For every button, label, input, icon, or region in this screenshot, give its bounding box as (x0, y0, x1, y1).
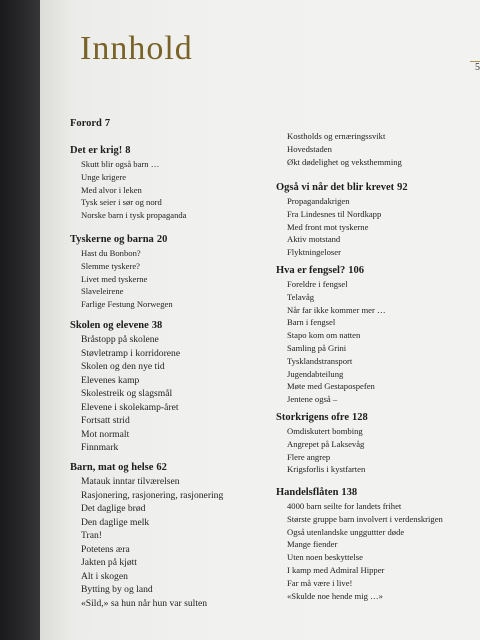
toc-item: Det daglige brød (81, 503, 146, 514)
toc-item: Hovedstaden (287, 143, 332, 154)
toc-item: Livet med tyskerne (81, 273, 148, 284)
toc-item-list (70, 158, 186, 222)
section-page: 138 (341, 487, 358, 498)
toc-section-heading (276, 487, 443, 498)
toc-item: Skolestreik og slagsmål (81, 388, 173, 399)
toc-item: Skolen og den nye tid (81, 361, 165, 372)
toc-item: Slemme tyskere? (81, 260, 140, 271)
toc-item: Med front mot tyskerne (287, 221, 369, 232)
toc-item: Farlige Festung Norwegen (81, 299, 173, 310)
toc-item: Alt i skogen (81, 570, 128, 582)
section-page: 62 (156, 462, 167, 473)
toc-section (70, 145, 186, 222)
toc-item: Unge krigere (81, 171, 127, 182)
toc-item: Slaveleirene (81, 286, 124, 297)
toc-section (276, 265, 386, 406)
toc-item: Jentene også – (287, 394, 338, 405)
toc-item: Telavåg (287, 291, 315, 302)
toc-section (70, 234, 173, 311)
toc-section-heading (276, 182, 408, 193)
toc-item: Møte med Gestapospefen (287, 381, 375, 392)
toc-item: Største gruppe barn involvert i verdenskrigen (287, 513, 443, 524)
section-title: Handelsflåten (276, 487, 339, 498)
section-title: Skolen og elevene (70, 320, 149, 331)
toc-item: Foreldre i fengsel (287, 279, 348, 289)
toc-item: Økt dødelighet og veksthemming (287, 156, 402, 167)
toc-item: Stapo kom om natten (287, 330, 361, 341)
section-title: Hva er fengsel? (276, 265, 346, 276)
section-title: Det er krig! (70, 145, 123, 156)
toc-section-heading (70, 462, 223, 473)
toc-section-heading (70, 234, 173, 245)
section-page: 92 (397, 182, 408, 193)
section-title: Forord (70, 118, 102, 129)
toc-item: Fra Lindesnes til Nordkapp (287, 208, 382, 219)
toc-item-list (276, 130, 402, 168)
toc-section (70, 462, 223, 610)
toc-item: Barn i fengsel (287, 317, 336, 328)
toc-section-heading (70, 118, 110, 129)
toc-section-continued (276, 130, 402, 168)
toc-item: Jugendabteilung (287, 368, 344, 379)
section-page: 8 (125, 145, 131, 156)
toc-item-list (276, 278, 386, 406)
toc-item: Finnmark (81, 442, 119, 453)
toc-item-list (70, 247, 173, 311)
toc-section-heading (70, 145, 186, 156)
toc-item: I kamp med Admiral Hipper (287, 564, 385, 575)
toc-item: Når far ikke kommer mer … (287, 304, 386, 315)
toc-section (276, 487, 443, 602)
toc-item: Angrepet på Laksevåg (287, 438, 365, 449)
section-title: Barn, mat og helse (70, 462, 154, 473)
toc-item: Omdiskutert bombing (287, 426, 363, 436)
toc-item: Jakten på kjøtt (81, 557, 137, 568)
book-spine (0, 0, 44, 640)
toc-item-list (70, 333, 180, 455)
toc-item: Tran! (81, 530, 102, 541)
toc-item: Med alvor i leken (81, 184, 142, 195)
toc-item-list (70, 475, 223, 610)
toc-item: «Sild,» sa hun når hun var sulten (81, 597, 208, 609)
toc-item: Støvletramp i korridorene (81, 347, 181, 359)
toc-item-list (276, 425, 368, 476)
toc-item: Flere angrep (287, 451, 331, 462)
toc-item: Tysk seier i sør og nord (81, 197, 162, 208)
edge-page-number: 5 (475, 62, 480, 73)
toc-section (276, 182, 408, 259)
toc-item: Uten noen beskyttelse (287, 552, 363, 563)
toc-item: Hast du Bonbon? (81, 248, 141, 258)
section-page: 128 (352, 412, 368, 423)
toc-item: Flyktningeloser (287, 247, 341, 258)
toc-item: Kostholds og ernæringssvikt (287, 131, 386, 141)
toc-item: Far må være i live! (287, 577, 353, 588)
toc-item: Elevene i skolekamp-året (81, 401, 179, 413)
toc-item: Bråstopp på skolene (81, 334, 159, 345)
toc-section-heading (70, 320, 180, 331)
toc-item: Krigsforlis i kystfarten (287, 464, 366, 475)
toc-item: 4000 barn seilte for landets frihet (287, 501, 402, 511)
toc-item: Rasjonering, rasjonering, rasjonering (81, 489, 224, 501)
toc-item: «Skulde noe hende mig …» (287, 590, 383, 601)
toc-section (70, 320, 180, 455)
toc-item: Fortsatt strid (81, 415, 130, 426)
toc-section-heading (276, 265, 386, 276)
section-title: Også vi når det blir krevet (276, 182, 395, 193)
toc-item: Skutt blir også barn … (81, 159, 160, 169)
toc-item: Potetens æra (81, 543, 130, 555)
section-page: 106 (348, 265, 364, 276)
toc-item: Den daglige melk (81, 516, 150, 528)
toc-item: Norske barn i tysk propaganda (81, 210, 187, 221)
section-title: Storkrigens ofre (276, 412, 350, 423)
toc-item-list (276, 195, 408, 259)
toc-section-heading (276, 412, 368, 423)
toc-item: Propagandakrigen (287, 196, 350, 206)
toc-item: Aktiv motstand (287, 234, 341, 245)
toc-item: Matauk inntar tilværelsen (81, 476, 180, 487)
section-page: 20 (156, 234, 168, 245)
toc-item: Mange fiender (287, 539, 338, 550)
toc-item: Samling på Grini (287, 342, 347, 353)
section-title: Tyskerne og barna (70, 234, 154, 245)
page-title: Innhold (80, 30, 193, 67)
toc-item: Bytting by og land (81, 584, 153, 595)
section-page: 7 (104, 118, 111, 129)
book-page (40, 0, 480, 640)
toc-section (276, 412, 368, 476)
toc-item: Elevenes kamp (81, 374, 140, 386)
toc-section (70, 118, 110, 129)
toc-item-list (276, 500, 443, 602)
toc-item: Også utenlandske ungguttter døde (287, 526, 405, 537)
section-page: 38 (151, 320, 163, 331)
toc-item: Mot normalt (81, 428, 130, 440)
toc-item: Tysklandstransport (287, 355, 353, 366)
